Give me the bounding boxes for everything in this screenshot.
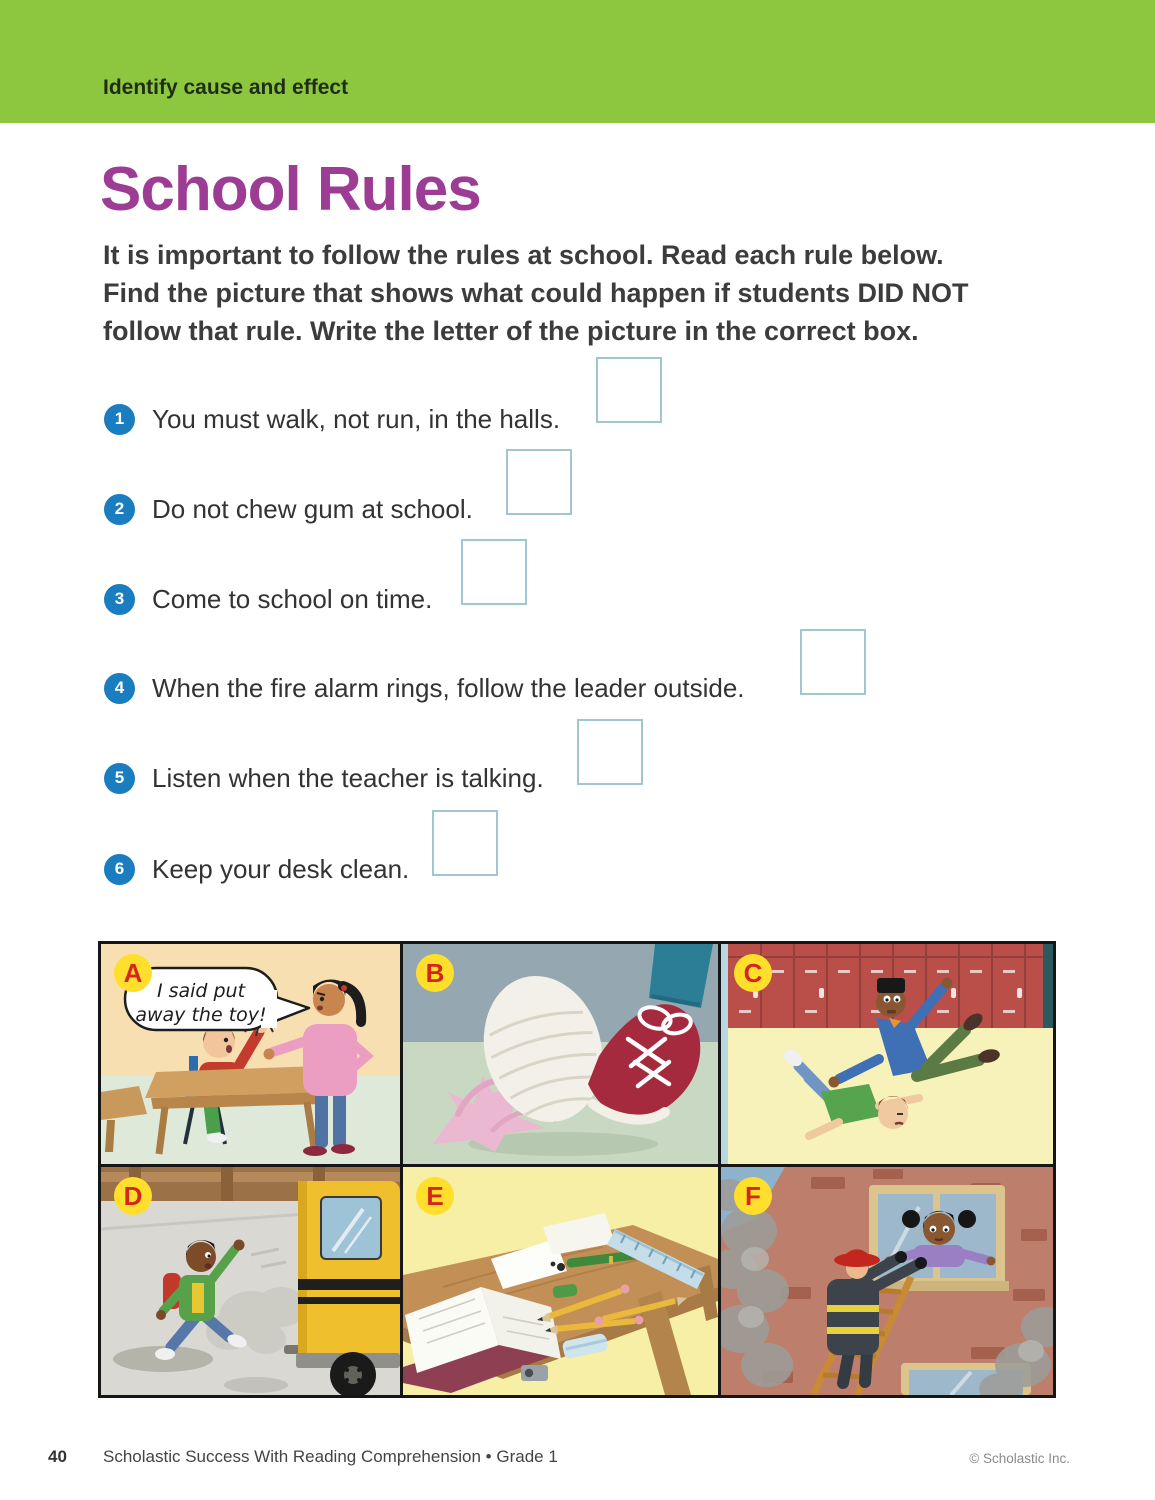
instructions-line-2: Find the picture that shows what could happen if students DID NOT: [103, 278, 969, 308]
rule-row-6: [104, 852, 409, 886]
page-number: 40: [48, 1447, 67, 1466]
answer-box-2[interactable]: [506, 449, 572, 515]
panel-letter-badge: E: [416, 1177, 454, 1215]
picture-grid: [98, 941, 1056, 1398]
rule-number-badge: 6: [104, 854, 135, 885]
rule-text: Listen when the teacher is talking.: [152, 762, 544, 793]
page-title: School Rules: [100, 155, 481, 224]
rule-row-3: [104, 582, 432, 616]
speech-bubble-line-2: away the toy!: [135, 1004, 267, 1026]
rule-text: Come to school on time.: [152, 583, 433, 614]
rule-text: Keep your desk clean.: [152, 853, 410, 884]
rule-number-badge: 5: [104, 763, 135, 794]
rule-number-badge: 4: [104, 673, 135, 704]
panel-letter-badge: D: [114, 1177, 152, 1215]
panel-letter-badge: C: [734, 954, 772, 992]
rule-text: You must walk, not run, in the halls.: [152, 403, 561, 434]
picture-panel-f: [721, 1167, 1053, 1395]
rule-text: Do not chew gum at school.: [152, 493, 473, 524]
rule-text: When the fire alarm rings, follow the leader outside.: [152, 672, 745, 703]
footer-series-title: Scholastic Success With Reading Comprehension • Grade 1: [103, 1447, 558, 1466]
skill-label: Identify cause and effect: [103, 76, 349, 99]
instructions: [103, 236, 1003, 350]
answer-box-4[interactable]: [800, 629, 866, 695]
answer-box-3[interactable]: [461, 539, 527, 605]
rule-row-2: [104, 492, 473, 526]
panel-letter-badge: B: [416, 954, 454, 992]
footer-copyright: © Scholastic Inc.: [969, 1451, 1070, 1466]
instructions-line-1: It is important to follow the rules at school. Read each rule below.: [103, 240, 944, 270]
skill-band: [0, 0, 1155, 123]
picture-panel-b: [403, 944, 718, 1164]
panel-letter-badge: F: [734, 1177, 772, 1215]
speech-bubble-line-1: I said put: [156, 980, 246, 1002]
picture-panel-e: [403, 1167, 718, 1395]
picture-panel-c: [721, 944, 1053, 1164]
answer-box-6[interactable]: [432, 810, 498, 876]
rule-number-badge: 2: [104, 494, 135, 525]
panel-letter-badge: A: [114, 954, 152, 992]
instructions-line-3: follow that rule. Write the letter of the picture in the correct box.: [103, 316, 919, 346]
answer-box-5[interactable]: [577, 719, 643, 785]
rule-row-5: [104, 761, 544, 795]
rule-row-1: [104, 402, 560, 436]
answer-box-1[interactable]: [596, 357, 662, 423]
rule-number-badge: 1: [104, 404, 135, 435]
picture-panel-d: [101, 1167, 400, 1395]
rule-row-4: [104, 671, 745, 705]
picture-panel-a: [101, 944, 400, 1164]
rule-number-badge: 3: [104, 584, 135, 615]
